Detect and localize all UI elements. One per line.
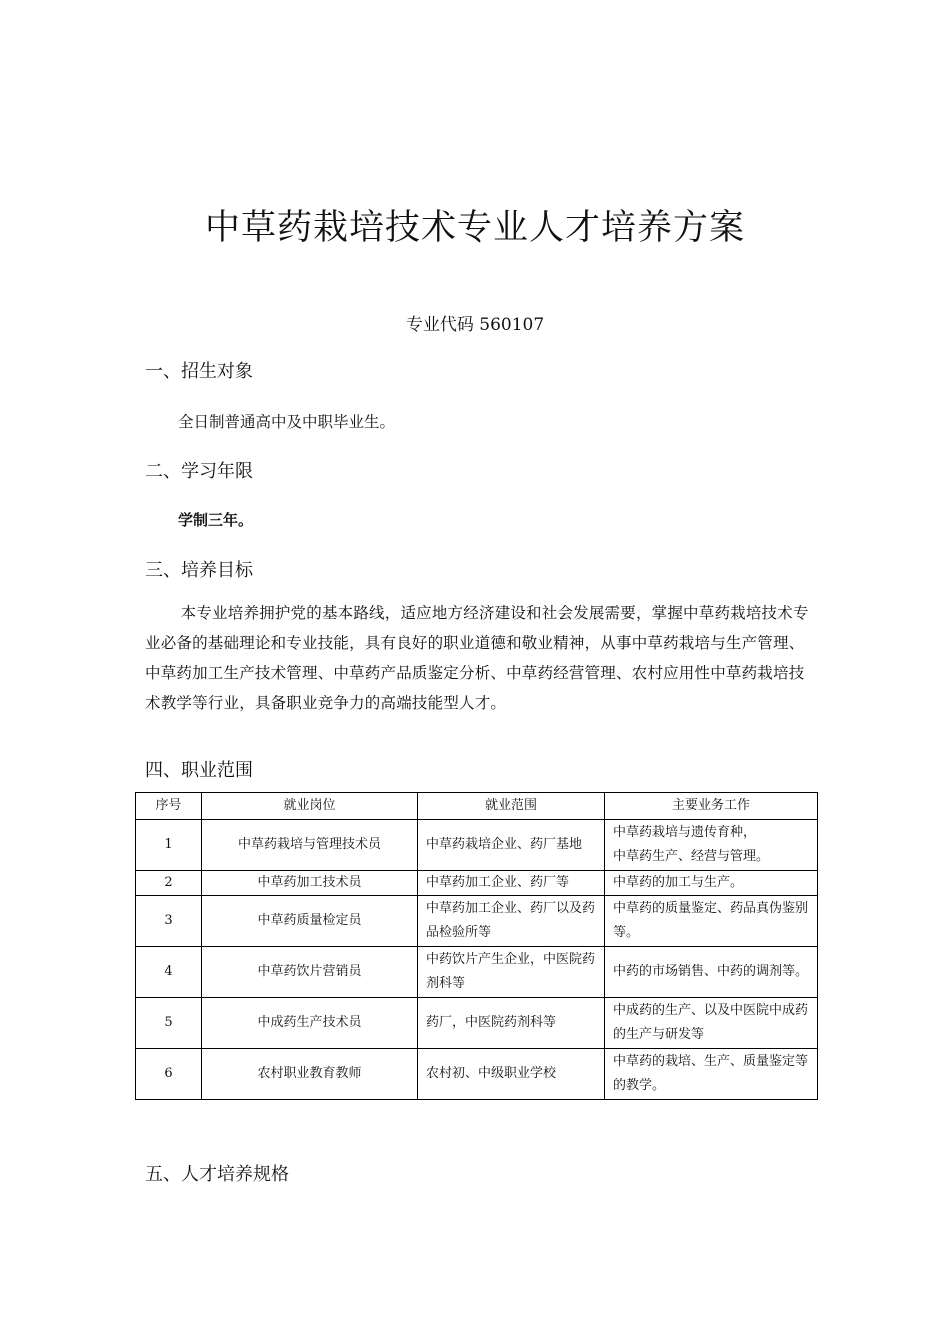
header-position: 就业岗位 xyxy=(202,793,418,820)
cell-position: 中草药加工技术员 xyxy=(202,871,418,896)
table-row xyxy=(136,896,818,947)
cell-index: 2 xyxy=(136,871,202,896)
cell-position: 中草药质量检定员 xyxy=(202,896,418,947)
cell-duties: 中成药的生产、以及中医院中成药的生产与研发等 xyxy=(605,998,818,1049)
cell-index: 6 xyxy=(136,1049,202,1100)
section-heading-career-scope: 四、职业范围 xyxy=(145,760,253,781)
cell-index: 3 xyxy=(136,896,202,947)
duration-text: 学制三年。 xyxy=(178,511,254,529)
cell-scope: 中草药加工企业、药厂等 xyxy=(418,871,605,896)
table-row xyxy=(136,1049,818,1100)
table-row xyxy=(136,947,818,998)
cell-duties: 中草药栽培与遗传育种， 中草药生产、经营与管理。 xyxy=(605,820,818,871)
cell-duties: 中草药的质量鉴定、药品真伪鉴别等。 xyxy=(605,896,818,947)
cell-index: 5 xyxy=(136,998,202,1049)
major-code: 专业代码 560107 xyxy=(405,315,545,335)
cell-duties: 中草药的栽培、生产、质量鉴定等的教学。 xyxy=(605,1049,818,1100)
table-row xyxy=(136,820,818,871)
cell-scope: 中草药加工企业、药厂以及药品检验所等 xyxy=(418,896,605,947)
cell-position: 中草药栽培与管理技术员 xyxy=(202,820,418,871)
cell-scope: 农村初、中级职业学校 xyxy=(418,1049,605,1100)
enrollment-text: 全日制普通高中及中职毕业生。 xyxy=(178,413,396,431)
table-row xyxy=(136,998,818,1049)
table-header-row xyxy=(136,793,818,820)
cell-position: 中草药饮片营销员 xyxy=(202,947,418,998)
section-heading-duration: 二、学习年限 xyxy=(145,461,253,482)
header-index: 序号 xyxy=(136,793,202,820)
cell-duties: 中草药的加工与生产。 xyxy=(605,871,818,896)
document-title: 中草药栽培技术专业人才培养方案 xyxy=(204,208,745,248)
cell-scope: 药厂，中医院药剂科等 xyxy=(418,998,605,1049)
section-heading-enrollment: 一、招生对象 xyxy=(145,361,253,382)
cell-position: 中成药生产技术员 xyxy=(202,998,418,1049)
cell-index: 4 xyxy=(136,947,202,998)
header-scope: 就业范围 xyxy=(418,793,605,820)
cell-duties: 中药的市场销售、中药的调剂等。 xyxy=(605,947,818,998)
objectives-paragraph: 本专业培养拥护党的基本路线，适应地方经济建设和社会发展需要，掌握中草药栽培技术专业必备的基础理论和专业技能，具有良好的职业道德和敬业精神，从事中草药栽培与生产管理、中草药加工生产技术管理、中草药产品质鉴定分析、中草药经营管理、农村应用性中草药栽培技术教学等行业，具备职业竞争力的高端技能型人才。 xyxy=(145,604,809,712)
cell-position: 农村职业教育教师 xyxy=(202,1049,418,1100)
section-heading-training-specs: 五、人才培养规格 xyxy=(145,1164,289,1185)
cell-scope: 中草药栽培企业、药厂基地 xyxy=(418,820,605,871)
cell-scope: 中药饮片产生企业，中医院药剂科等 xyxy=(418,947,605,998)
career-scope-table xyxy=(135,792,818,1100)
cell-index: 1 xyxy=(136,820,202,871)
section-heading-objectives: 三、培养目标 xyxy=(145,560,253,581)
table-row xyxy=(136,871,818,896)
header-duties: 主要业务工作 xyxy=(605,793,818,820)
